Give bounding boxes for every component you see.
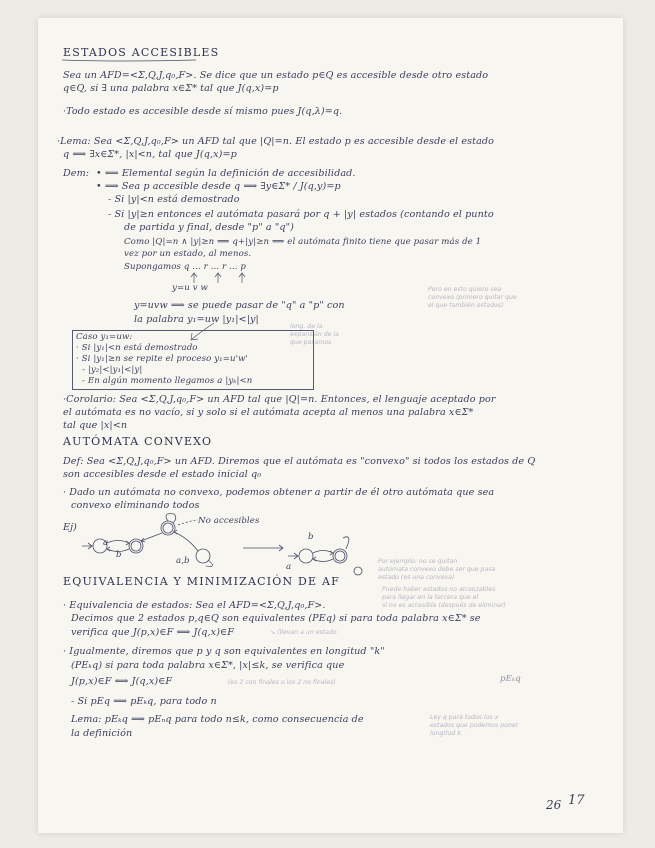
dado-line-2: convexo eliminando todos xyxy=(71,500,200,511)
prop-todo-estado: ·Todo estado es accesible desde sí mismo pues J(q,λ)=q. xyxy=(63,106,343,117)
proof-line-2: • ⟹ Sea p accesible desde q ⟹ ∃y∈Σ* / J(q,y)=p xyxy=(96,181,341,192)
def-accesible-line-2: q∈Q, si ∃ una palabra x∈Σ* tal que J(q,x)=p xyxy=(63,83,279,94)
convexo-def-line-1: Def: Sea <Σ,Q,J,q₀,F> un AFD. Diremos que el autómata es "convexo" si todos los estados de Q xyxy=(63,456,536,467)
proof-line-4: - Si |y|≥n entonces el autómata pasará por q + |y| estados (contando el punto xyxy=(108,209,494,220)
case-box-line-1: Caso y₁=uw: xyxy=(76,332,133,342)
state-q0-right xyxy=(299,549,313,563)
equiv-line-3: verifica que J(p,x)∈F ⟺ J(q,x)∈F xyxy=(71,627,234,638)
label-no-accesibles: No accesibles xyxy=(198,516,260,526)
proof-line-5: de partida y final, desde "p" a "q") xyxy=(124,222,295,233)
proof-line-8: Supongamos q ... r ... r ... p xyxy=(124,262,246,272)
page-number-26: 26 xyxy=(546,798,562,812)
proof-line-3: - Si |y|<n está demostrado xyxy=(108,194,240,205)
ghost-note-g: Ley q para todos los x estados que podemos poner longitud k xyxy=(430,714,519,737)
edge-label-ab: a,b xyxy=(176,556,190,566)
edge-label-a-1: a xyxy=(103,538,109,548)
lema-line-1: ·Lema: Sea <Σ,Q,J,q₀,F> un AFD tal que |Q|=n. El estado p es accesible desde el estado xyxy=(57,136,495,147)
case-box-line-2: · Si |y₁|<n está demostrado xyxy=(76,343,198,353)
side-pe-q: pEₖq xyxy=(500,674,521,684)
equiv-line-2: Decimos que 2 estados p,q∈Q son equivalentes (PEq) si para toda palabra x∈Σ* se xyxy=(71,613,481,624)
lema-line-2: q ⟺ ∃x∈Σ*, |x|<n, tal que J(q,x)=p xyxy=(63,149,237,160)
equiv-line-9: la definición xyxy=(71,728,133,739)
ghost-note-a: long. de la expansión de la que pasamos xyxy=(290,323,339,346)
edge-label-b-2: b xyxy=(308,532,314,542)
dem-label: Dem: xyxy=(63,168,90,179)
def-accesible-line-1: Sea un AFD=<Σ,Q,J,q₀,F>. Se dice que un estado p∈Q es accesible desde otro estado xyxy=(63,70,489,81)
convexo-def-line-2: son accesibles desde el estado inicial q₀ xyxy=(63,469,262,480)
equiv-line-4: · Igualmente, diremos que p y q son equivalentes en longitud "k" xyxy=(63,646,385,657)
corolario-line-3: tal que |x|<n xyxy=(63,420,128,431)
dado-line-1: · Dado un autómata no convexo, podemos obtener a partir de él otro autómata que sea xyxy=(63,487,495,498)
section-title-equivalencia: EQUIVALENCIA Y MINIMIZACIÓN DE AF xyxy=(63,575,340,588)
case-box-line-4: - |y₂|<|y₁|<|y| xyxy=(82,365,143,375)
section-title-estados-accesibles: ESTADOS ACCESIBLES xyxy=(63,46,220,59)
equiv-line-8: Lema: pEₖq ⟹ pEₙq para todo n≤k, como consecuencia de xyxy=(71,714,364,725)
proof-line-1: • ⟸ Elemental según la definición de accesibilidad. xyxy=(96,168,356,179)
ghost-note-d: Puede haber estados no alcanzables para llegar en la tercera que el si no es accesible (después de eliminar) xyxy=(382,586,506,609)
equiv-line-6: J(p,x)∈F ⟺ J(q,x)∈F xyxy=(71,676,173,687)
proof-line-11: la palabra y₁=uw |y₁|<|y| xyxy=(134,314,259,325)
notebook-page xyxy=(38,18,623,833)
proof-line-6: Como |Q|=n ∧ |y|≥n ⟹ q+|y|≥n ⟹ el autómata finito tiene que pasar más de 1 xyxy=(124,237,482,247)
ghost-note-b: Pero en esto quiero sea convexo (primero quitar que el que también estados) xyxy=(428,286,517,309)
corolario-line-2: el autómata es no vacío, si y solo si el autómata acepta al menos una palabra x∈Σ* xyxy=(63,407,474,418)
equiv-line-5: (PEₖq) si para toda palabra x∈Σ*, |x|≤k, se verifica que xyxy=(71,660,345,671)
case-box-line-3: · Si |y₁|≥n se repite el proceso y₁=u'w' xyxy=(76,354,249,364)
ghost-note-f: (es 2 con finales o los 2 no finales) xyxy=(228,679,336,686)
automaton-diagram xyxy=(78,508,368,578)
equiv-line-7: - Si pEq ⟹ pEₖq, para todo n xyxy=(71,696,217,707)
equiv-line-1: · Equivalencia de estados: Sea el AFD=<Σ,Q,J,q₀,F>. xyxy=(63,600,326,611)
section-title-automata-convexo: AUTÓMATA CONVEXO xyxy=(63,435,213,448)
ghost-note-e: ↘ (llevan a un estado xyxy=(270,629,337,636)
page-number-17: 17 xyxy=(568,793,585,808)
edge-label-b-1: b xyxy=(116,550,122,560)
ghost-note-c: Por ejemplo: no se quitan autómata convexo debe ser que pasa estado (es una convexa) xyxy=(378,558,496,581)
state-q3-left xyxy=(196,549,210,563)
proof-line-9: y=u v w xyxy=(172,283,208,293)
proof-line-7: vez por un estado, al menos. xyxy=(124,249,252,259)
proof-line-10: y=uvw ⟹ se puede pasar de "q" a "p" con xyxy=(134,300,345,311)
case-box-line-5: - En algún momento llegamos a |yₖ|<n xyxy=(82,376,253,386)
edge-label-a-2: a xyxy=(286,562,292,572)
title-underline xyxy=(62,59,197,62)
corolario-line-1: ·Corolario: Sea <Σ,Q,J,q₀,F> un AFD tal que |Q|=n. Entonces, el lenguaje aceptado por xyxy=(63,394,496,405)
ejemplo-label: Ej) xyxy=(63,522,78,533)
